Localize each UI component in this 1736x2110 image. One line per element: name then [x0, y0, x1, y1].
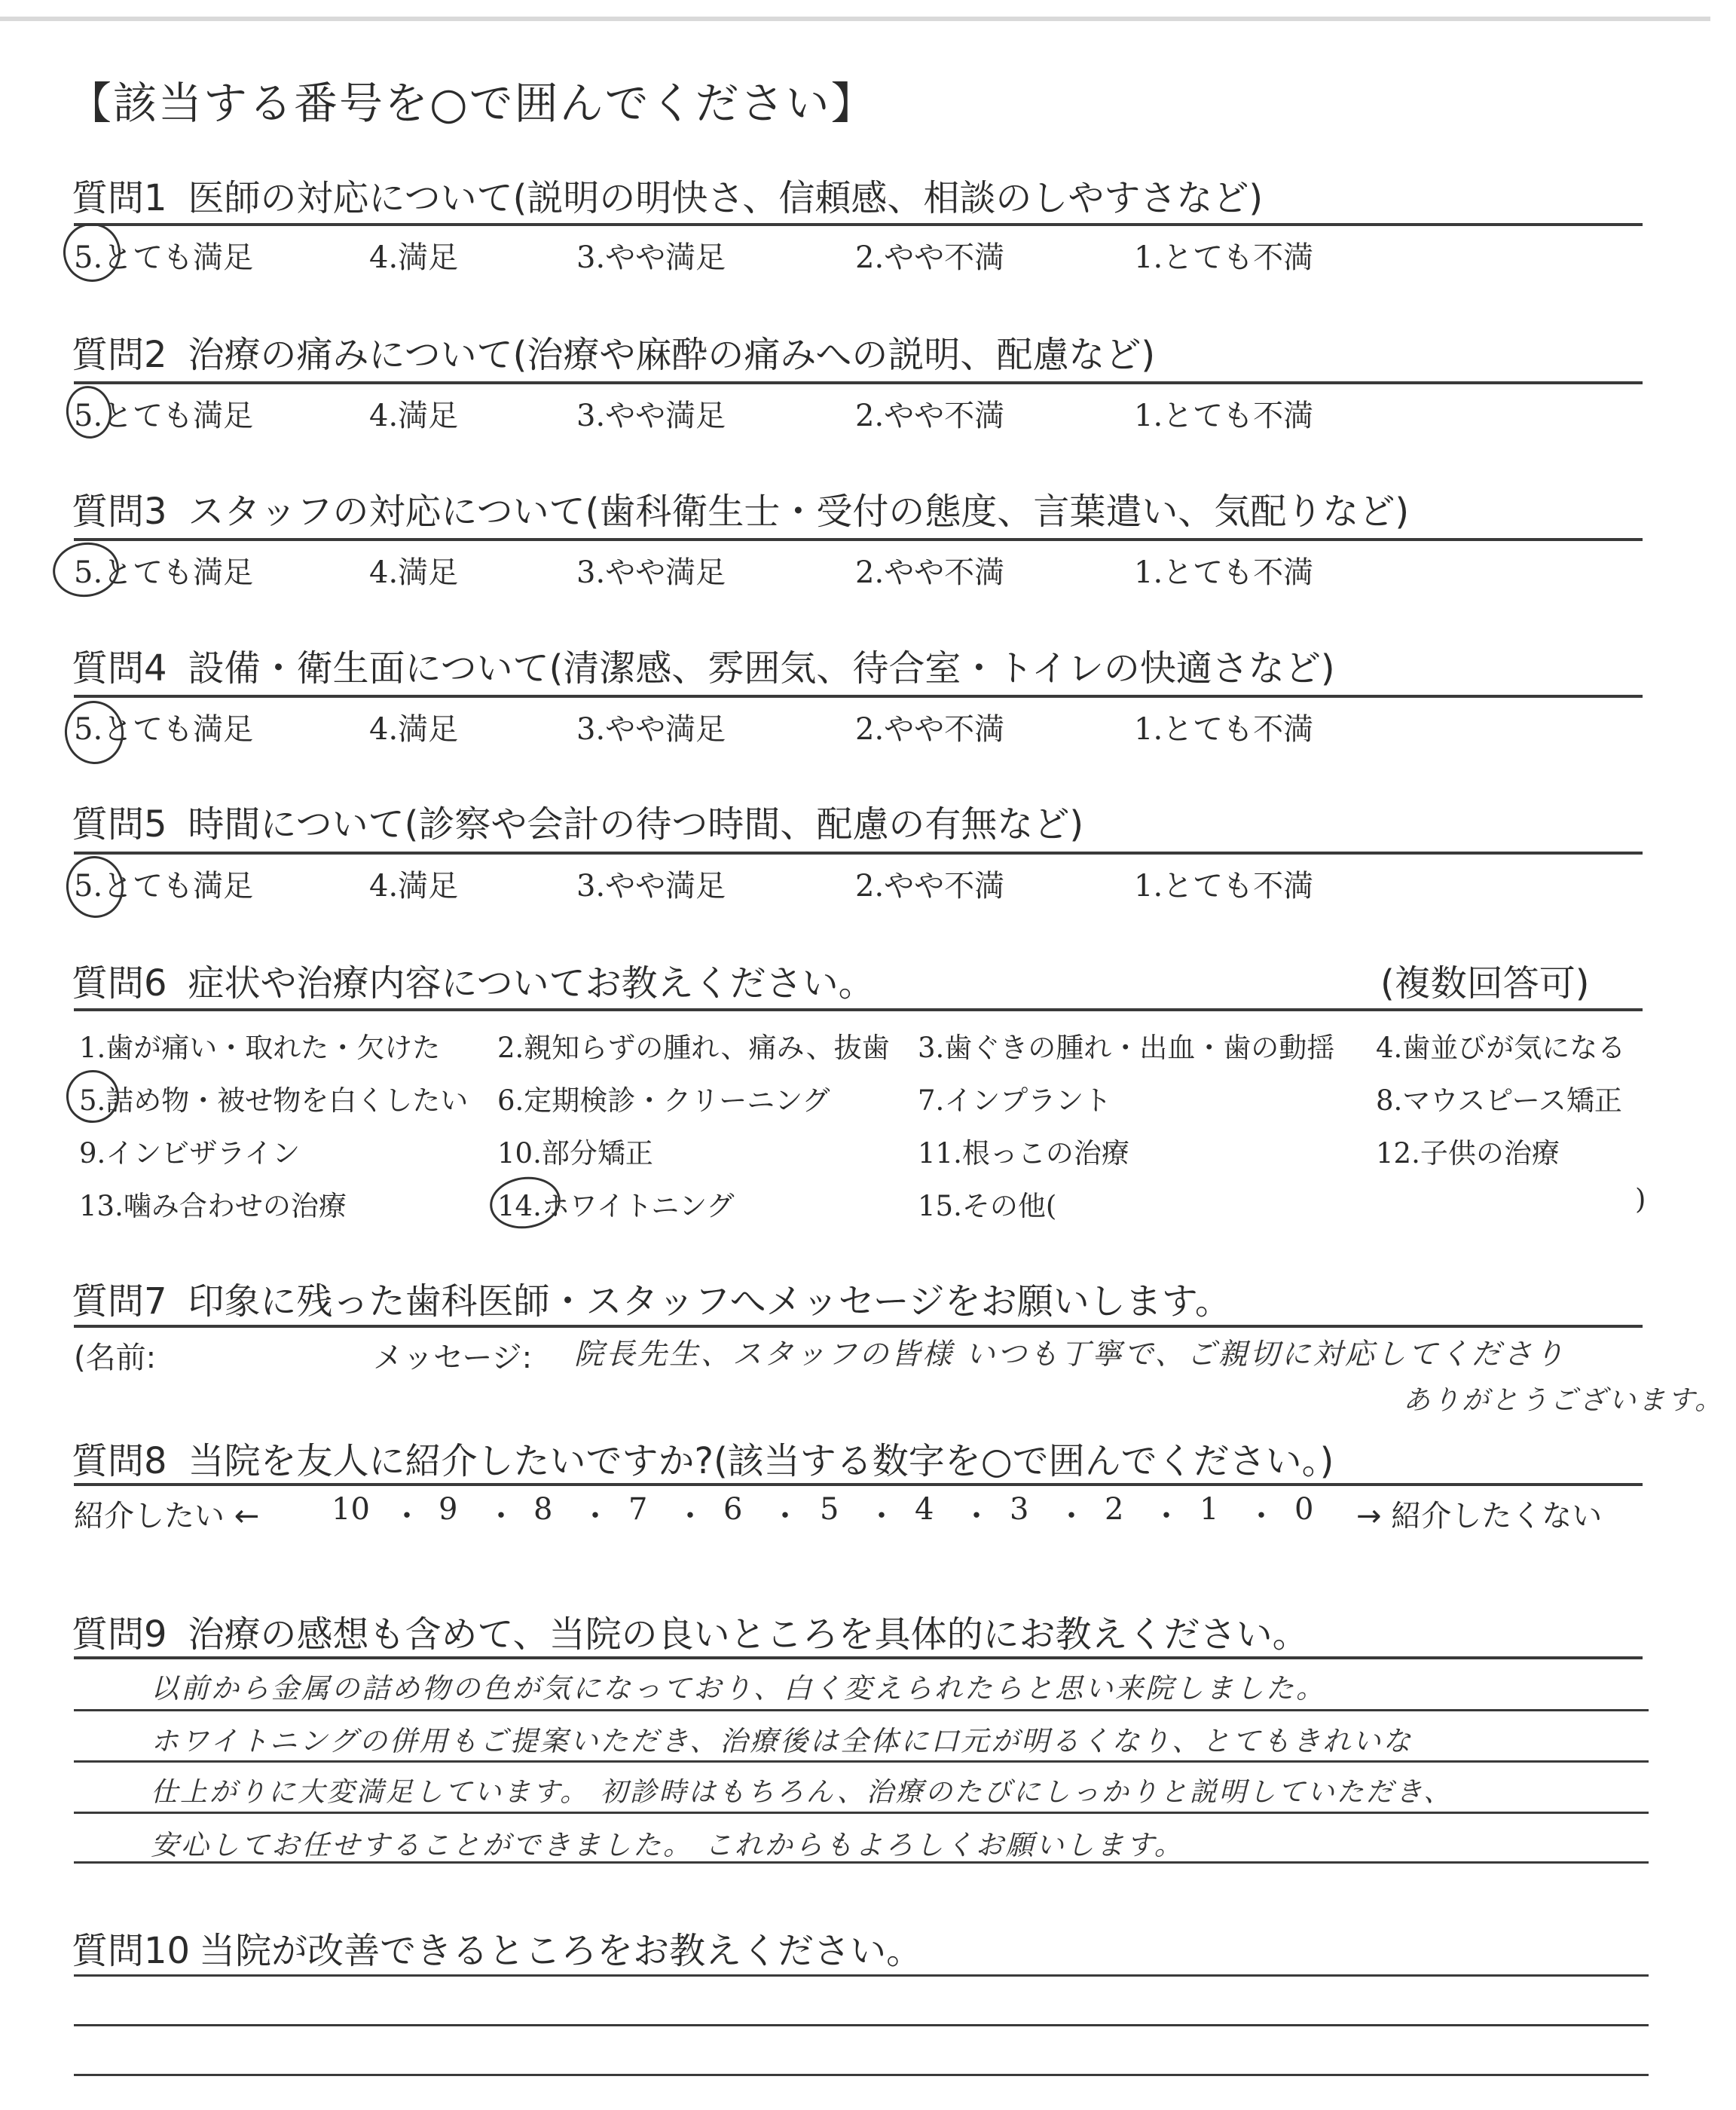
- q3-option-5[interactable]: 5.とても満足: [74, 555, 254, 590]
- q6-option-5[interactable]: 5.詰め物・被せ物を白くしたい: [79, 1084, 469, 1117]
- q2-option-2[interactable]: 2.やや不満: [855, 399, 1005, 433]
- page-title: 【該当する番号を○で囲んでください】: [68, 78, 876, 129]
- question-9: [72, 1605, 1309, 1657]
- q4-option-1[interactable]: 1.とても不満: [1134, 712, 1314, 747]
- score-10[interactable]: 10: [332, 1492, 370, 1527]
- question-10: [72, 1922, 922, 1974]
- question-text: スタッフの対応について(歯科衛生士・受付の態度、言葉遣い、気配りなど): [188, 491, 1410, 533]
- handwritten-answer-line-2: ホワイトニングの併用もご提案いただき、治療後は全体に口元が明るくなり、とてもきれいな: [151, 1725, 1414, 1757]
- question-text: 治療の感想も含めて、当院の良いところを具体的にお教えください。: [188, 1613, 1309, 1656]
- q3-option-3[interactable]: 3.やや満足: [576, 555, 726, 590]
- divider: [74, 1656, 1643, 1659]
- question-number: 質問1: [72, 177, 167, 219]
- answer-line: [74, 1974, 1649, 1977]
- handwritten-message-line-1: 院長先生、スタッフの皆様 いつも丁寧で、ご親切に対応してくださり: [574, 1338, 1566, 1372]
- question-3: [72, 482, 1409, 534]
- answer-line: [74, 1760, 1649, 1763]
- answer-line: [74, 2024, 1649, 2026]
- score-6[interactable]: 6: [723, 1492, 743, 1527]
- q6-option-3[interactable]: 3.歯ぐきの腫れ・出血・歯の動揺: [918, 1032, 1335, 1064]
- dot: ・: [675, 1499, 705, 1534]
- q6-option-10[interactable]: 10.部分矯正: [497, 1137, 653, 1170]
- question-text: 時間について(診察や会計の待つ時間、配慮の有無など): [188, 803, 1084, 846]
- multiple-answer-note: (複数回答可): [1380, 962, 1590, 1005]
- dot: ・: [1056, 1499, 1087, 1534]
- q1-option-2[interactable]: 2.やや不満: [855, 240, 1005, 275]
- question-number: 質問8: [72, 1440, 167, 1482]
- score-1[interactable]: 1: [1200, 1492, 1219, 1527]
- dot: ・: [866, 1499, 897, 1534]
- scan-top-edge: [0, 17, 1710, 21]
- recommend-left-label: 紹介したい ←: [74, 1499, 260, 1534]
- question-text: 当院が改善できるところをお教えください。: [199, 1930, 923, 1972]
- divider: [74, 1325, 1643, 1328]
- question-number: 質問7: [72, 1280, 167, 1323]
- divider: [74, 1008, 1643, 1011]
- question-number: 質問10: [72, 1930, 191, 1972]
- answer-line: [74, 1861, 1649, 1864]
- q5-option-4[interactable]: 4.満足: [369, 869, 459, 904]
- question-number: 質問9: [72, 1613, 167, 1656]
- q5-option-3[interactable]: 3.やや満足: [576, 869, 726, 904]
- q1-option-3[interactable]: 3.やや満足: [576, 240, 726, 275]
- q6-option-6[interactable]: 6.定期検診・クリーニング: [497, 1084, 830, 1117]
- score-4[interactable]: 4: [915, 1492, 934, 1527]
- recommend-right-label: → 紹介したくない: [1356, 1499, 1603, 1534]
- q3-option-1[interactable]: 1.とても不満: [1134, 555, 1314, 590]
- question-text: 治療の痛みについて(治療や麻酔の痛みへの説明、配慮など): [188, 334, 1156, 376]
- q2-option-1[interactable]: 1.とても不満: [1134, 399, 1314, 433]
- question-4: [72, 639, 1335, 691]
- question-number: 質問6: [72, 962, 167, 1005]
- question-text: 当院を友人に紹介したいですか?(該当する数字を○で囲んでください。): [188, 1440, 1334, 1482]
- dot: ・: [961, 1499, 992, 1534]
- question-number: 質問2: [72, 334, 167, 376]
- question-number: 質問4: [72, 647, 167, 690]
- q5-option-5[interactable]: 5.とても満足: [74, 869, 254, 904]
- question-text: 症状や治療内容についてお教えください。: [188, 962, 875, 1005]
- q4-option-2[interactable]: 2.やや不満: [855, 712, 1005, 747]
- q6-option-15[interactable]: 15.その他(: [918, 1190, 1057, 1222]
- divider: [74, 223, 1643, 226]
- handwritten-answer-line-4: 安心してお任せすることができました。 これからもよろしくお願いします。: [151, 1829, 1184, 1861]
- question-text: 印象に残った歯科医師・スタッフへメッセージをお願いします。: [188, 1280, 1231, 1323]
- question-6: [72, 954, 875, 1006]
- score-5[interactable]: 5: [820, 1492, 839, 1527]
- q5-option-1[interactable]: 1.とても不満: [1134, 869, 1314, 904]
- q6-option-1[interactable]: 1.歯が痛い・取れた・欠けた: [79, 1032, 441, 1064]
- q5-option-2[interactable]: 2.やや不満: [855, 869, 1005, 904]
- handwritten-message-line-2: ありがとうございます。: [1403, 1385, 1725, 1416]
- q6-option-14[interactable]: 14.ホワイトニング: [497, 1190, 735, 1222]
- q6-option-15-close: ): [1635, 1183, 1646, 1216]
- q6-option-8[interactable]: 8.マウスピース矯正: [1376, 1084, 1622, 1117]
- q2-option-5[interactable]: 5.とても満足: [74, 399, 254, 433]
- q4-option-3[interactable]: 3.やや満足: [576, 712, 726, 747]
- q6-option-13[interactable]: 13.噛み合わせの治療: [79, 1190, 347, 1222]
- score-2[interactable]: 2: [1105, 1492, 1124, 1527]
- question-5: [72, 795, 1083, 847]
- divider: [74, 695, 1643, 698]
- q6-option-9[interactable]: 9.インビザライン: [79, 1137, 301, 1170]
- question-number: 質問3: [72, 491, 167, 533]
- dot: ・: [580, 1499, 610, 1534]
- divider: [74, 381, 1643, 384]
- q2-option-3[interactable]: 3.やや満足: [576, 399, 726, 433]
- message-label: メッセージ:: [373, 1341, 533, 1375]
- selection-circle: [49, 538, 122, 601]
- q4-option-4[interactable]: 4.満足: [369, 712, 459, 747]
- divider: [74, 538, 1643, 541]
- dot: ・: [770, 1499, 800, 1534]
- q4-option-5[interactable]: 5.とても満足: [74, 712, 254, 747]
- q3-option-4[interactable]: 4.満足: [369, 555, 459, 590]
- question-7: [72, 1272, 1231, 1324]
- answer-line: [74, 2074, 1649, 2076]
- dot: ・: [392, 1499, 422, 1534]
- question-1: [72, 169, 1263, 221]
- dot: ・: [1246, 1499, 1276, 1534]
- question-text: 設備・衛生面について(清潔感、雰囲気、待合室・トイレの快適さなど): [188, 647, 1335, 690]
- q2-option-4[interactable]: 4.満足: [369, 399, 459, 433]
- dot: ・: [486, 1499, 516, 1534]
- q6-option-4[interactable]: 4.歯並びが気になる: [1376, 1032, 1626, 1064]
- q6-option-7[interactable]: 7.インプラント: [918, 1084, 1112, 1117]
- dot: ・: [1151, 1499, 1181, 1534]
- handwritten-answer-line-1: 以前から金属の詰め物の色が気になっており、白く変えられたらと思い来院しました。: [151, 1672, 1326, 1705]
- question-text: 医師の対応について(説明の明快さ、信頼感、相談のしやすさなど): [188, 177, 1264, 219]
- divider: [74, 1483, 1643, 1486]
- q1-option-1[interactable]: 1.とても不満: [1134, 240, 1314, 275]
- score-0[interactable]: 0: [1294, 1492, 1314, 1527]
- question-8: [72, 1432, 1334, 1484]
- score-7[interactable]: 7: [628, 1492, 648, 1527]
- answer-line: [74, 1709, 1649, 1711]
- handwritten-answer-line-3: 仕上がりに大変満足しています。 初診時はもちろん、治療のたびにしっかりと説明していただき、: [151, 1777, 1453, 1808]
- q6-option-2[interactable]: 2.親知らずの腫れ、痛み、抜歯: [497, 1032, 890, 1064]
- q1-option-4[interactable]: 4.満足: [369, 240, 459, 275]
- answer-line: [74, 1812, 1649, 1814]
- name-label: (名前:: [74, 1341, 157, 1375]
- q1-option-5[interactable]: 5.とても満足: [74, 240, 254, 275]
- q3-option-2[interactable]: 2.やや不満: [855, 555, 1005, 590]
- question-number: 質問5: [72, 803, 167, 846]
- question-2: [72, 326, 1155, 378]
- score-8[interactable]: 8: [533, 1492, 553, 1527]
- q6-option-11[interactable]: 11.根っこの治療: [918, 1137, 1129, 1170]
- selection-circle: [487, 1173, 564, 1233]
- score-3[interactable]: 3: [1010, 1492, 1029, 1527]
- divider: [74, 852, 1643, 855]
- q6-option-12[interactable]: 12.子供の治療: [1376, 1137, 1560, 1170]
- score-9[interactable]: 9: [439, 1492, 458, 1527]
